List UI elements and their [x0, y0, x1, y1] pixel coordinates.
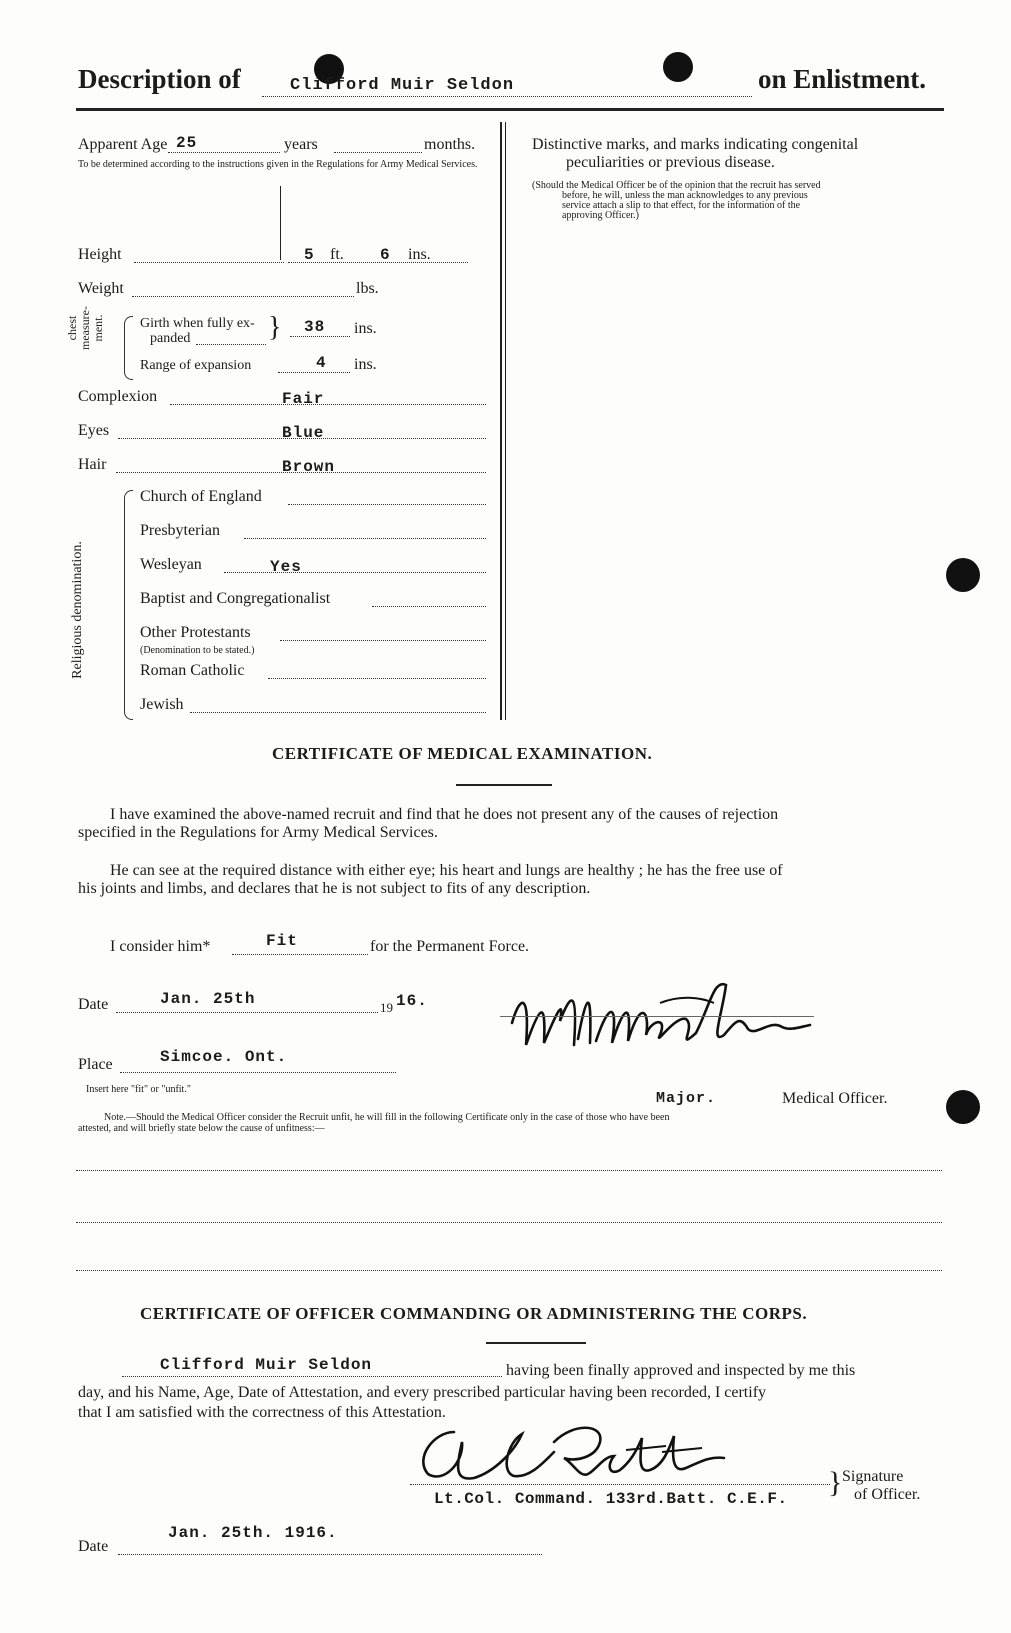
religion-baptist: Baptist and Congregationalist — [140, 590, 331, 607]
medical-signature-line — [500, 1016, 814, 1017]
medical-place-label: Place — [78, 1056, 113, 1073]
religion-presbyterian: Presbyterian — [140, 522, 220, 539]
months-label: months. — [424, 136, 476, 153]
header-prefix: Description of — [78, 64, 241, 94]
height-ins-value: 6 — [380, 246, 391, 264]
punch-hole-lower-right — [946, 1090, 980, 1124]
chest-measurement-label: chest measure-ment. — [65, 306, 105, 350]
distinctive-title-2: peculiarities or previous disease. — [566, 154, 775, 171]
punch-hole-mid-right — [946, 558, 980, 592]
lbs-label: lbs. — [356, 280, 379, 297]
height-ft-value: 5 — [304, 246, 315, 264]
medical-year-value: 16. — [396, 992, 428, 1010]
commanding-date-value: Jan. 25th. 1916. — [168, 1524, 338, 1542]
weight-label: Weight — [78, 280, 124, 297]
medical-year-prefix: 19 — [380, 1000, 393, 1015]
religion-wesleyan: Wesleyan — [140, 556, 202, 573]
commanding-name-value: Clifford Muir Seldon — [160, 1356, 373, 1374]
value-column-line — [280, 186, 281, 260]
medical-note-line1: Note.—Should the Medical Officer consider the Recruit unfit, he will fill in the following Certificate only in the case of those who have been — [104, 1112, 670, 1123]
medical-para1-line2: specified in the Regulations for Army Medical Services. — [78, 824, 438, 841]
religion-wesleyan-value: Yes — [270, 558, 302, 576]
medical-date-value: Jan. 25th — [160, 990, 256, 1008]
ins-label: ins. — [408, 246, 431, 263]
religion-bracket — [124, 490, 133, 720]
header-rule — [76, 108, 944, 111]
commanding-line3: that I am satisfied with the correctness of this Attestation. — [78, 1404, 446, 1421]
girth-label-2: panded — [150, 331, 191, 346]
column-divider — [500, 122, 502, 720]
girth-value: 38 — [304, 318, 326, 336]
medical-officer-signature — [500, 975, 820, 1065]
commanding-title: CERTIFICATE OF OFFICER COMMANDING OR ADMINISTERING THE CORPS. — [140, 1304, 808, 1323]
girth-brace: } — [268, 312, 282, 343]
medical-rank: Major. — [656, 1090, 717, 1107]
height-label: Height — [78, 246, 122, 263]
range-ins-label: ins. — [354, 356, 377, 373]
range-label: Range of expansion — [140, 358, 252, 373]
ft-label: ft. — [330, 246, 344, 263]
complexion-value: Fair — [282, 390, 325, 408]
commanding-line2: day, and his Name, Age, Date of Attestation, and every prescribed particular having been recorded, I certify — [78, 1384, 767, 1401]
eyes-value: Blue — [282, 424, 325, 442]
complexion-label: Complexion — [78, 388, 158, 405]
distinctive-note-1: (Should the Medical Officer be of the opinion that the recruit has served — [532, 180, 821, 191]
medical-place-value: Simcoe. Ont. — [160, 1048, 288, 1066]
signature-label-2: of Officer. — [854, 1486, 921, 1503]
distinctive-note-4: approving Officer.) — [562, 210, 640, 221]
hair-label: Hair — [78, 456, 107, 473]
religion-other-note: (Denomination to be stated.) — [140, 645, 255, 656]
distinctive-note-2: before, he will, unless the man acknowledges to any previous — [562, 190, 808, 201]
medical-para2-line2: his joints and limbs, and declares that he is not subject to fits of any description. — [78, 880, 591, 897]
religion-church-of-england: Church of England — [140, 488, 262, 505]
commanding-officer-title: Lt.Col. Command. 133rd.Batt. C.E.F. — [434, 1490, 788, 1508]
medical-officer-label: Medical Officer. — [782, 1090, 888, 1107]
years-label: years — [284, 136, 318, 153]
hair-value: Brown — [282, 458, 336, 476]
header-suffix: on Enlistment. — [758, 64, 927, 94]
girth-label-1: Girth when fully ex- — [140, 316, 255, 331]
chest-bracket — [124, 316, 133, 380]
age-note: To be determined according to the instructions given in the Regulations for Army Medical Services. — [78, 159, 478, 170]
religion-roman-catholic: Roman Catholic — [140, 662, 245, 679]
medical-insert-note: Insert here "fit" or "unfit." — [86, 1084, 191, 1095]
unfitness-line-3 — [76, 1270, 942, 1271]
unfitness-line-1 — [76, 1170, 942, 1171]
distinctive-title-1: Distinctive marks, and marks indicating congenital — [532, 136, 859, 153]
apparent-age-label: Apparent Age — [78, 136, 168, 153]
medical-para2-line1: He can see at the required distance with either eye; his heart and lungs are healthy ; he has the free use of — [110, 862, 783, 879]
medical-para1-line1: I have examined the above-named recruit and find that he does not present any of the causes of rejection — [110, 806, 779, 823]
range-value: 4 — [316, 354, 327, 372]
distinctive-note-3: service attach a slip to that effect, for the information of the — [562, 200, 801, 211]
medical-note-line2: attested, and will briefly state below the cause of unfitness:— — [78, 1123, 325, 1134]
religion-label: Religious denomination. — [70, 541, 85, 679]
commanding-signature-line — [410, 1484, 830, 1485]
eyes-label: Eyes — [78, 422, 110, 439]
unfitness-line-2 — [76, 1222, 942, 1223]
consider-suffix: for the Permanent Force. — [370, 938, 530, 955]
medical-title: CERTIFICATE OF MEDICAL EXAMINATION. — [272, 744, 653, 763]
consider-value: Fit — [266, 932, 298, 950]
header-name-line — [262, 96, 752, 97]
commanding-title-rule — [486, 1342, 586, 1344]
religion-other-protestants: Other Protestants — [140, 624, 251, 641]
consider-prefix: I consider him* — [110, 938, 211, 955]
medical-title-rule — [456, 784, 552, 786]
signature-label-1: Signature — [842, 1468, 904, 1485]
punch-hole-top-right — [663, 52, 693, 82]
commanding-officer-signature — [404, 1412, 744, 1492]
commanding-line1-suffix: having been finally approved and inspected by me this — [506, 1362, 856, 1379]
religion-jewish: Jewish — [140, 696, 184, 713]
apparent-age-value: 25 — [176, 134, 198, 152]
column-divider-2 — [505, 122, 506, 720]
medical-date-label: Date — [78, 996, 109, 1013]
signature-brace: } — [828, 1466, 843, 1499]
girth-ins-label: ins. — [354, 320, 377, 337]
commanding-date-label: Date — [78, 1538, 109, 1555]
header-name: Clifford Muir Seldon — [290, 76, 515, 95]
